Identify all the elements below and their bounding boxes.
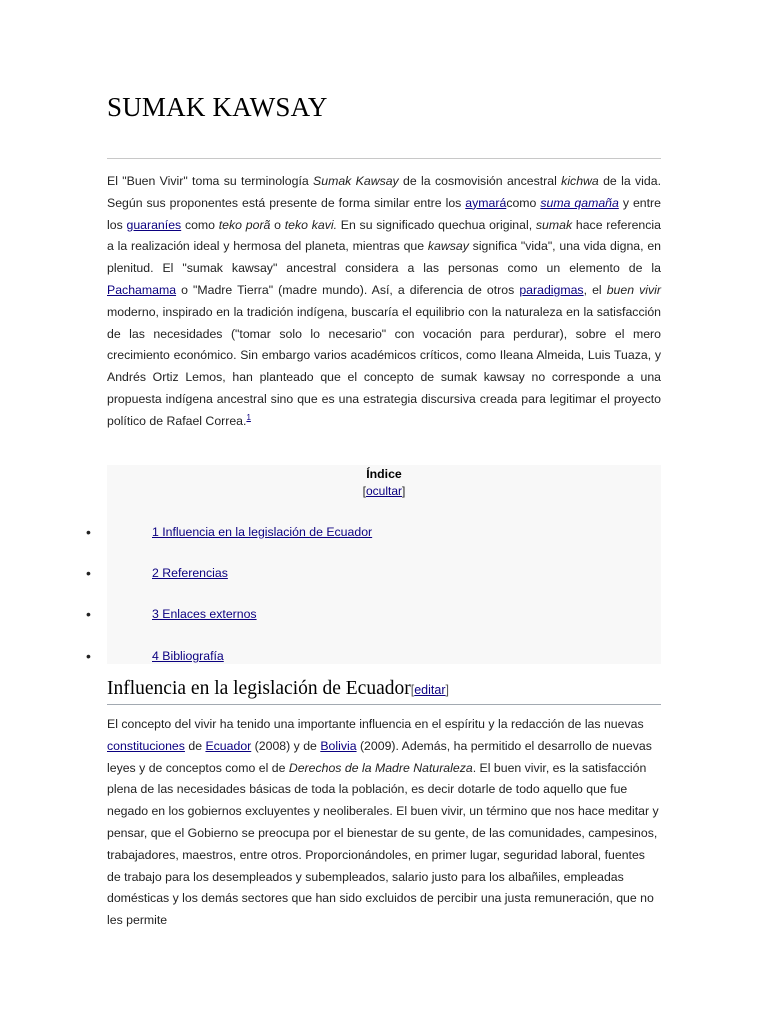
bullet: • (86, 524, 91, 540)
toc-toggle (107, 484, 661, 498)
text: (2008) y de (251, 738, 321, 753)
link-aymara[interactable]: aymará (465, 195, 507, 210)
text: , el (583, 282, 607, 297)
toc-link[interactable]: 4 Bibliografía (152, 649, 224, 663)
bracket: [ (362, 484, 366, 498)
toc-link[interactable]: 3 Enlaces externos (152, 607, 257, 621)
italic-term: Derechos de la Madre Naturaleza (288, 760, 473, 775)
text: y entre los (107, 195, 661, 232)
text: (2009). Además, ha permitido el desarrollo de nuevas leyes y de conceptos como el de (107, 738, 652, 775)
text: El concepto del vivir ha tenido una importante influencia en el espíritu y la redacción de las nuevas (107, 717, 644, 731)
text: de la cosmovisión ancestral (398, 174, 562, 188)
italic-term: kawsay (427, 239, 469, 254)
toc-gutter (84, 498, 107, 664)
text: como (506, 195, 541, 210)
edit-section (411, 683, 449, 697)
reference-link[interactable]: 1 (246, 412, 251, 422)
italic-term: teko kavi. (284, 217, 337, 232)
bracket: ] (402, 484, 406, 498)
text: hace referencia a la realización ideal y hermosa del planeta, mientras que (107, 217, 661, 254)
text: En su significado quechua original, (337, 217, 536, 232)
text: significa "vida", una vida digna, en plenitud. El "sumak kawsay" ancestral considera a las personas como un elemento de la (107, 239, 661, 276)
text: como (181, 217, 219, 232)
text: . El buen vivir, es la satisfacción plena de las necesidades básicas de toda la población, es decir dotarle de todo aquello que fue negado en los gobiernos excluyentes y neoliberales. El buen vivir, un término que nos hace meditar y pensar, que el Gobierno se preocupa por el bienestar de su gente, de las comunidades, campesinos, trabajadores, maestros, entre otros. Proporcionándoles, en primer lugar, seguridad laboral, fuentes de trabajo para los desempleados y subempleados, salario justo para los albañiles, empleadas domésticas y los demás sectores que han sido excluidos de percibir una justa remuneración, que no les permite (107, 760, 659, 928)
section-heading-text: Influencia en la legislación de Ecuador (107, 678, 411, 699)
title-divider (107, 158, 661, 159)
text: moderno, inspirado en la tradición indígena, buscaría el equilibrio con la naturaleza en la satisfacción de las necesidades ("tomar solo lo necesario" con vocación para perdurar), sobre el mero crecimiento económico. Sin embargo varios académicos críticos, como Ileana Almeida, Luis Tuaza, y Andrés Ortiz Lemos, han planteado que el concepto de sumak kawsay no corresponde a una propuesta indígena ancestral sino que es una estrategia discursiva creada para legitimar el proyecto político de Rafael Correa. (107, 304, 661, 428)
link-guaranies[interactable]: guaraníes (126, 217, 182, 232)
toc-link[interactable]: 2 Referencias (152, 566, 228, 580)
page-title: SUMAK KAWSAY (107, 92, 328, 122)
italic-term: teko porã (218, 217, 271, 232)
bullet: • (86, 606, 91, 622)
italic-term: buen vivir (606, 282, 661, 297)
text: o "Madre Tierra" (madre mundo). Así, a diferencia de otros (176, 282, 520, 297)
link-suma-qamana[interactable]: suma qamaña (540, 195, 619, 210)
italic-term: kichwa (561, 174, 599, 188)
hide-toc-link[interactable]: ocultar (365, 484, 403, 498)
toc-link[interactable]: 1 Influencia en la legislación de Ecuador (152, 525, 373, 539)
section-paragraph (107, 714, 661, 938)
intro-paragraph (107, 171, 661, 433)
bullet: • (86, 565, 91, 581)
bullet: • (86, 648, 91, 664)
text: o (270, 217, 285, 232)
bracket: [ (410, 683, 415, 697)
section-heading (107, 678, 661, 700)
link-pachamama[interactable]: Pachamama (107, 282, 177, 297)
text: de (184, 738, 206, 753)
text: de la vida. Según sus proponentes está presente de forma similar entre los (107, 174, 661, 210)
link-ecuador[interactable]: Ecuador (205, 738, 252, 753)
link-paradigmas[interactable]: paradigmas (519, 282, 584, 297)
toc-title: Índice (366, 467, 402, 481)
bracket: ] (445, 683, 449, 697)
italic-term: Sumak Kawsay (313, 174, 399, 188)
section-divider (107, 704, 661, 705)
italic-term: sumak (535, 217, 573, 232)
text: El "Buen Vivir" toma su terminología (107, 174, 314, 188)
edit-link[interactable]: editar (414, 683, 446, 697)
link-bolivia[interactable]: Bolivia (320, 738, 357, 753)
link-constituciones[interactable]: constituciones (107, 738, 185, 753)
